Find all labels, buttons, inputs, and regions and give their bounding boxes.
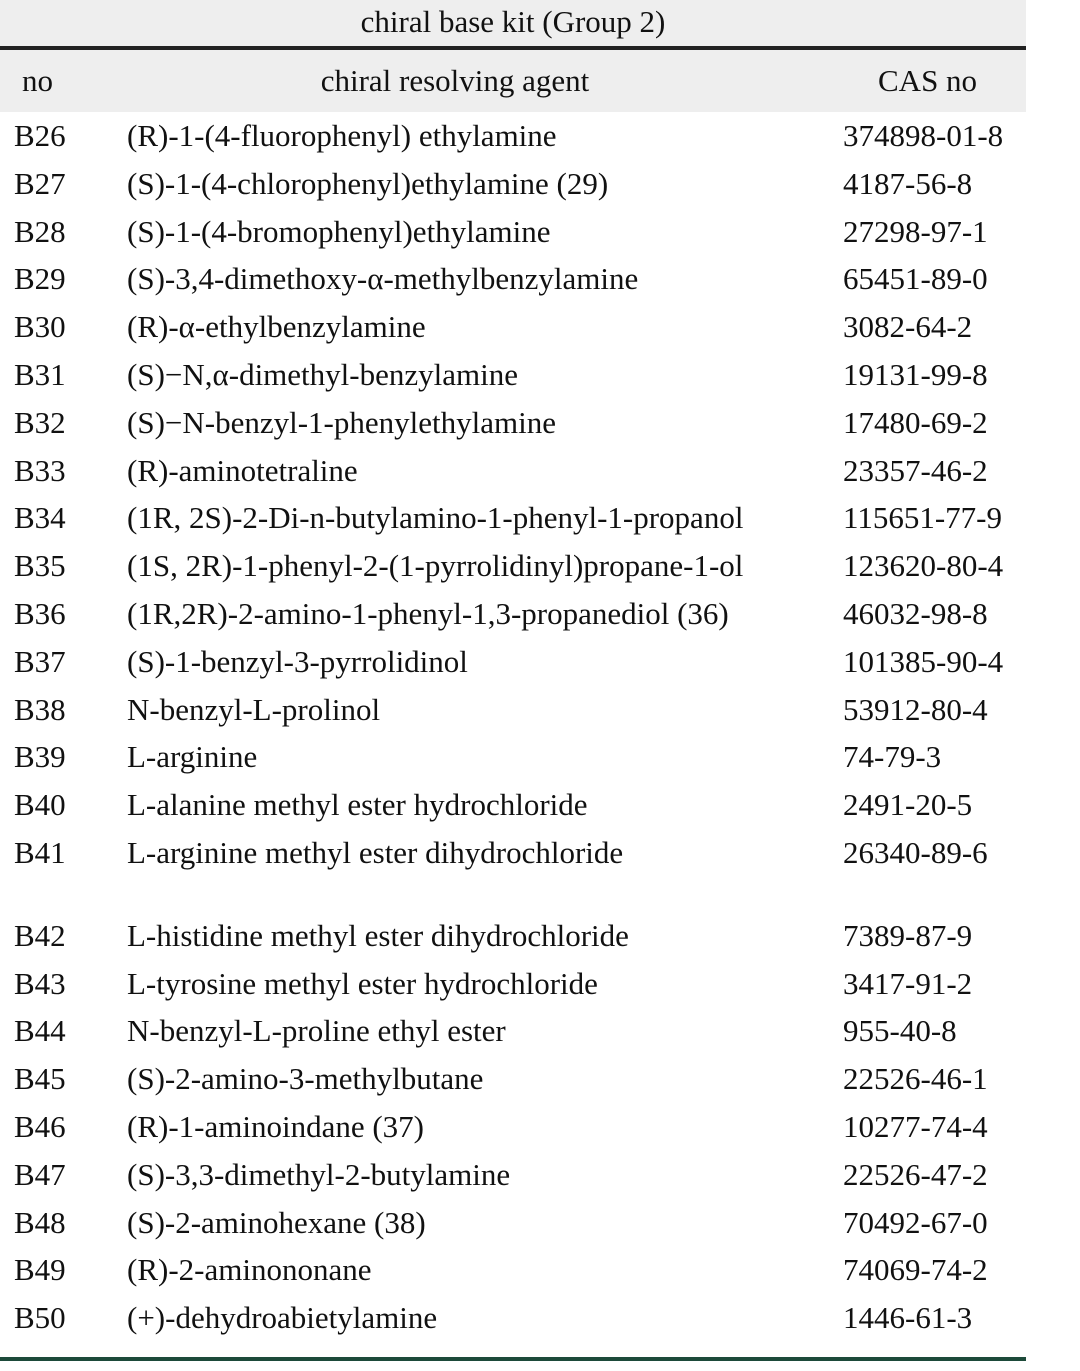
row-no: B44 <box>14 1013 66 1049</box>
table-body <box>0 112 1026 1342</box>
row-no: B41 <box>14 834 66 870</box>
row-no: B29 <box>14 261 66 297</box>
row-cas: 74069-74-2 <box>843 1252 988 1288</box>
row-cas: 3082-64-2 <box>843 309 973 345</box>
row-agent: (+)-dehydroabietylamine <box>127 1300 438 1336</box>
row-cas: 46032-98-8 <box>843 595 988 631</box>
row-no: B43 <box>14 965 66 1001</box>
row-no: B34 <box>14 500 66 536</box>
table-row <box>0 590 1026 638</box>
table-row <box>0 1151 1026 1199</box>
table-row <box>0 1055 1026 1103</box>
table-row <box>0 399 1026 447</box>
column-header-cas: CAS no <box>878 63 978 98</box>
table-row <box>0 638 1026 686</box>
row-agent: L-tyrosine methyl ester hydrochloride <box>127 965 598 1001</box>
row-no: B46 <box>14 1108 66 1144</box>
table-row <box>0 1199 1026 1247</box>
row-cas: 374898-01-8 <box>843 118 1004 153</box>
table-title: chiral base kit (Group 2) <box>0 0 1026 50</box>
row-no: B40 <box>14 787 66 823</box>
table-row <box>0 208 1026 256</box>
table-row <box>0 160 1026 208</box>
row-agent: (R)-1-(4-fluorophenyl) ethylamine <box>127 118 557 153</box>
row-cas: 101385-90-4 <box>843 643 1004 679</box>
row-no: B45 <box>14 1061 66 1097</box>
row-no: B39 <box>14 739 66 775</box>
row-cas: 23357-46-2 <box>843 452 988 488</box>
table-row <box>0 1007 1026 1055</box>
row-agent: (S)-1-(4-chlorophenyl)ethylamine (29) <box>127 165 609 201</box>
row-cas: 123620-80-4 <box>843 548 1004 584</box>
row-no: B32 <box>14 404 66 440</box>
table-header <box>0 50 1026 112</box>
table-row <box>0 351 1026 399</box>
row-cas: 74-79-3 <box>843 739 942 775</box>
row-cas: 1446-61-3 <box>843 1300 973 1336</box>
row-agent: L-histidine methyl ester dihydrochloride <box>127 917 629 953</box>
row-no: B47 <box>14 1156 66 1192</box>
bottom-rule <box>0 1357 1026 1361</box>
table-row <box>0 686 1026 734</box>
row-no: B31 <box>14 356 66 392</box>
row-agent: (S)-3,4-dimethoxy-α-methylbenzylamine <box>127 261 639 297</box>
row-no: B26 <box>14 118 66 153</box>
table-row <box>0 733 1026 781</box>
row-agent: (R)-1-aminoindane (37) <box>127 1108 424 1144</box>
row-agent: L-alanine methyl ester hydrochloride <box>127 787 588 823</box>
row-agent: (S)−N-benzyl-1-phenylethylamine <box>127 404 556 440</box>
table-row <box>0 303 1026 351</box>
row-no: B30 <box>14 309 66 345</box>
row-cas: 7389-87-9 <box>843 917 973 953</box>
table-row <box>0 1246 1026 1294</box>
row-agent: N-benzyl-L-proline ethyl ester <box>127 1013 506 1049</box>
row-agent: (R)-aminotetraline <box>127 452 358 488</box>
row-cas: 22526-46-1 <box>843 1061 988 1097</box>
row-cas: 17480-69-2 <box>843 404 988 440</box>
row-no: B28 <box>14 213 66 249</box>
table-row <box>0 112 1026 160</box>
table-row <box>0 1103 1026 1151</box>
row-agent: (R)-2-aminononane <box>127 1252 372 1288</box>
row-agent: N-benzyl-L-prolinol <box>127 691 381 727</box>
row-no: B35 <box>14 548 66 584</box>
row-no: B48 <box>14 1204 66 1240</box>
column-header-no: no <box>22 63 53 98</box>
row-agent: (S)-2-aminohexane (38) <box>127 1204 426 1240</box>
row-no: B49 <box>14 1252 66 1288</box>
table-row <box>0 542 1026 590</box>
table-row <box>0 960 1026 1008</box>
row-cas: 70492-67-0 <box>843 1204 988 1240</box>
row-cas: 4187-56-8 <box>843 165 973 201</box>
table-row <box>0 255 1026 303</box>
row-cas: 2491-20-5 <box>843 787 973 823</box>
table-row <box>0 829 1026 877</box>
row-no: B37 <box>14 643 66 679</box>
column-header-agent: chiral resolving agent <box>320 63 590 98</box>
table-row <box>0 781 1026 829</box>
row-agent: (S)-3,3-dimethyl-2-butylamine <box>127 1156 511 1192</box>
row-agent: L-arginine methyl ester dihydrochloride <box>127 834 624 870</box>
table-row <box>0 494 1026 542</box>
row-no: B38 <box>14 691 66 727</box>
row-no: B27 <box>14 165 66 201</box>
row-cas: 955-40-8 <box>843 1013 957 1049</box>
row-agent: (S)-2-amino-3-methylbutane <box>127 1061 484 1097</box>
row-cas: 27298-97-1 <box>843 213 988 249</box>
row-agent: (1R,2R)-2-amino-1-phenyl-1,3-propanediol (36) <box>127 595 729 631</box>
row-cas: 22526-47-2 <box>843 1156 988 1192</box>
row-cas: 65451-89-0 <box>843 261 988 297</box>
row-cas: 26340-89-6 <box>843 834 988 870</box>
table-row <box>0 447 1026 495</box>
row-cas: 115651-77-9 <box>843 500 1002 536</box>
row-no: B50 <box>14 1300 66 1336</box>
row-agent: (S)-1-benzyl-3-pyrrolidinol <box>127 643 468 679</box>
row-agent: L-arginine <box>127 739 258 775</box>
row-no: B33 <box>14 452 66 488</box>
row-agent: (1R, 2S)-2-Di-n-butylamino-1-phenyl-1-propanol <box>127 500 744 536</box>
row-cas: 19131-99-8 <box>843 356 988 392</box>
table-row <box>0 1294 1026 1342</box>
row-cas: 53912-80-4 <box>843 691 988 727</box>
row-no: B42 <box>14 917 66 953</box>
row-cas: 10277-74-4 <box>843 1108 988 1144</box>
row-agent: (S)-1-(4-bromophenyl)ethylamine <box>127 213 551 249</box>
row-no: B36 <box>14 595 66 631</box>
row-agent: (R)-α-ethylbenzylamine <box>127 309 426 345</box>
row-cas: 3417-91-2 <box>843 965 973 1001</box>
table-row <box>0 912 1026 960</box>
row-agent: (S)−N,α-dimethyl-benzylamine <box>127 356 518 392</box>
row-agent: (1S, 2R)-1-phenyl-2-(1-pyrrolidinyl)propane-1-ol <box>127 548 744 584</box>
